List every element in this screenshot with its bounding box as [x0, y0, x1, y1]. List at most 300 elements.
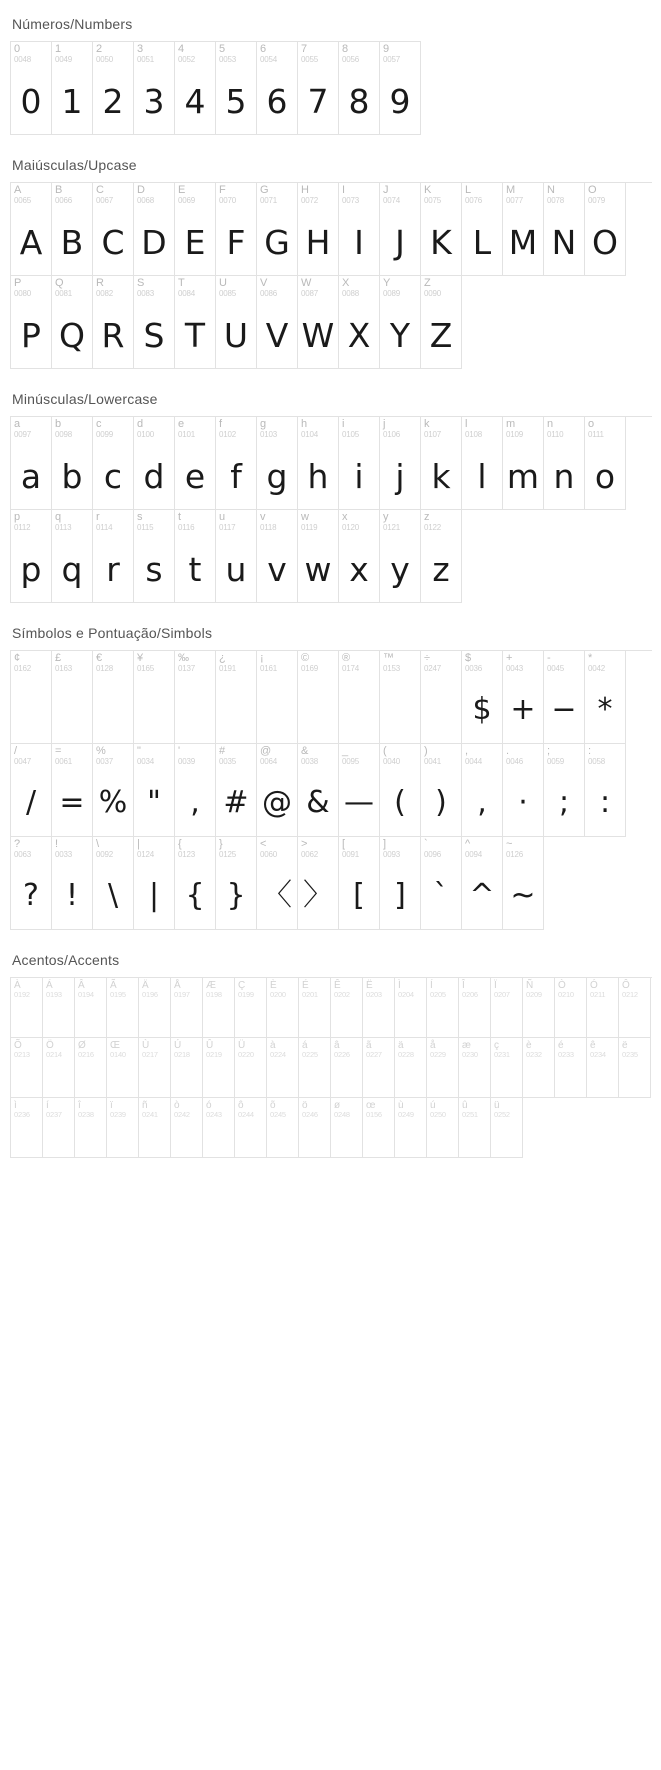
glyph-cell[interactable]	[363, 978, 395, 1038]
glyph-cell[interactable]	[503, 417, 544, 510]
glyph-cell[interactable]	[11, 1038, 43, 1098]
glyph-cell[interactable]	[235, 1098, 267, 1158]
glyph-preview: 3	[143, 81, 165, 121]
glyph-cell[interactable]	[257, 837, 298, 930]
glyph-cell[interactable]	[134, 417, 175, 510]
glyph-preview: w	[304, 549, 332, 589]
glyph-cell[interactable]	[491, 1098, 523, 1158]
glyph-cell[interactable]	[139, 1038, 171, 1098]
glyph-cell[interactable]	[462, 837, 503, 930]
glyph-charcode: 0042	[588, 664, 605, 673]
glyph-cell[interactable]	[93, 510, 134, 603]
glyph-cell[interactable]	[43, 978, 75, 1038]
glyph-cell[interactable]	[427, 1038, 459, 1098]
glyph-cell[interactable]	[380, 276, 421, 369]
glyph-cell[interactable]	[216, 42, 257, 135]
glyph-preview: R	[101, 315, 125, 355]
glyph-charcode: 0214	[46, 1050, 62, 1059]
glyph-cell[interactable]	[175, 417, 216, 510]
glyph-cell[interactable]	[544, 417, 585, 510]
glyph-cell[interactable]	[11, 837, 52, 930]
glyph-cell[interactable]	[339, 276, 380, 369]
glyph-charcode: 0102	[219, 430, 236, 439]
glyph-cell[interactable]	[52, 417, 93, 510]
glyph-charcode: 0083	[137, 289, 154, 298]
glyph-char-label: À	[14, 980, 21, 991]
glyph-cell[interactable]	[421, 744, 462, 837]
glyph-cell[interactable]	[339, 837, 380, 930]
glyph-cell[interactable]	[93, 651, 134, 744]
glyph-cell[interactable]	[216, 651, 257, 744]
glyph-cell[interactable]	[299, 978, 331, 1038]
glyph-preview: 7	[307, 81, 329, 121]
glyph-charcode: 0086	[260, 289, 277, 298]
glyph-cell[interactable]	[380, 42, 421, 135]
glyph-preview	[216, 681, 256, 739]
glyph-charcode: 0191	[219, 664, 236, 673]
glyph-charcode: 0073	[342, 196, 359, 205]
glyph-char-label: k	[424, 418, 430, 430]
glyph-preview	[331, 1122, 362, 1154]
glyph-charcode: 0205	[430, 990, 446, 999]
glyph-char-label: X	[342, 277, 350, 289]
glyph-charcode: 0090	[424, 289, 441, 298]
glyph-cell[interactable]	[216, 183, 257, 276]
glyph-cell[interactable]	[298, 744, 339, 837]
glyph-charcode: 0209	[526, 990, 542, 999]
glyph-charcode: 0140	[110, 1050, 126, 1059]
glyph-cell[interactable]	[491, 1038, 523, 1098]
glyph-cell[interactable]	[52, 183, 93, 276]
glyph-cell[interactable]	[175, 183, 216, 276]
glyph-char-label: G	[260, 184, 269, 196]
glyph-preview: &	[306, 785, 330, 820]
glyph-charcode: 0063	[14, 850, 31, 859]
glyph-cell[interactable]	[93, 744, 134, 837]
glyph-cell[interactable]	[257, 417, 298, 510]
glyph-char-label: ¡	[260, 652, 264, 664]
glyph-char-label: `	[424, 838, 428, 850]
section-title-lowercase: Minúsculas/Lowercase	[12, 391, 158, 407]
glyph-cell[interactable]	[421, 651, 462, 744]
glyph-preview: ·	[518, 785, 528, 820]
glyph-char-label: "	[137, 745, 141, 757]
glyph-cell[interactable]	[235, 1038, 267, 1098]
glyph-cell[interactable]	[139, 1098, 171, 1158]
glyph-cell[interactable]	[11, 978, 43, 1038]
glyph-cell[interactable]	[339, 417, 380, 510]
glyph-cell[interactable]	[298, 510, 339, 603]
glyph-grid-numbers	[10, 41, 421, 135]
glyph-cell[interactable]	[503, 183, 544, 276]
glyph-cell[interactable]	[619, 978, 651, 1038]
glyph-char-label: õ	[270, 1100, 276, 1111]
glyph-cell[interactable]	[331, 1098, 363, 1158]
glyph-cell[interactable]	[257, 183, 298, 276]
glyph-charcode: 0244	[238, 1110, 254, 1119]
glyph-preview	[43, 1122, 74, 1154]
glyph-cell[interactable]	[585, 183, 626, 276]
glyph-cell[interactable]	[339, 510, 380, 603]
glyph-preview: M	[508, 222, 538, 262]
glyph-char-label: I	[342, 184, 346, 196]
glyph-char-label: ä	[398, 1040, 404, 1051]
glyph-cell[interactable]	[585, 744, 626, 837]
glyph-charcode: 0174	[342, 664, 359, 673]
glyph-char-label: 8	[342, 43, 349, 55]
glyph-cell[interactable]	[339, 651, 380, 744]
glyph-cell[interactable]	[93, 183, 134, 276]
glyph-charcode: 0197	[174, 990, 190, 999]
glyph-cell[interactable]	[175, 744, 216, 837]
glyph-cell[interactable]	[380, 183, 421, 276]
glyph-cell[interactable]	[503, 651, 544, 744]
glyph-cell[interactable]	[175, 837, 216, 930]
glyph-cell[interactable]	[52, 744, 93, 837]
glyph-cell[interactable]	[267, 978, 299, 1038]
glyph-char-label: á	[302, 1040, 308, 1051]
glyph-cell[interactable]	[257, 651, 298, 744]
glyph-cell[interactable]	[585, 651, 626, 744]
glyph-cell[interactable]	[11, 1098, 43, 1158]
glyph-cell[interactable]	[134, 183, 175, 276]
glyph-preview: d	[143, 456, 165, 496]
glyph-charcode: 0204	[398, 990, 414, 999]
glyph-cell[interactable]	[11, 510, 52, 603]
glyph-cell[interactable]	[459, 978, 491, 1038]
glyph-cell[interactable]	[107, 1098, 139, 1158]
glyph-char-label: ¿	[219, 652, 226, 664]
glyph-cell[interactable]	[171, 978, 203, 1038]
glyph-cell[interactable]	[175, 510, 216, 603]
glyph-preview: c	[103, 456, 123, 496]
glyph-charcode: 0098	[55, 430, 72, 439]
glyph-char-label: ®	[342, 652, 351, 664]
glyph-preview: z	[432, 549, 450, 589]
glyph-cell[interactable]	[298, 651, 339, 744]
glyph-cell[interactable]	[339, 744, 380, 837]
glyph-char-label: t	[178, 511, 182, 523]
glyph-char-label: ñ	[142, 1100, 148, 1111]
glyph-charcode: 0110	[547, 430, 564, 439]
glyph-cell[interactable]	[298, 183, 339, 276]
glyph-cell[interactable]	[75, 978, 107, 1038]
glyph-charcode: 0071	[260, 196, 277, 205]
glyph-cell[interactable]	[380, 837, 421, 930]
glyph-cell[interactable]	[380, 417, 421, 510]
glyph-cell[interactable]	[93, 417, 134, 510]
glyph-cell[interactable]	[93, 837, 134, 930]
glyph-preview: u	[225, 549, 247, 589]
glyph-cell[interactable]	[462, 183, 503, 276]
glyph-cell[interactable]	[134, 651, 175, 744]
glyph-cell[interactable]	[11, 42, 52, 135]
glyph-preview	[299, 1002, 330, 1034]
glyph-charcode: 0247	[424, 664, 441, 673]
glyph-preview: E	[184, 222, 206, 262]
glyph-charcode: 0099	[96, 430, 113, 439]
glyph-charcode: 0224	[270, 1050, 286, 1059]
glyph-char-label: Ä	[142, 980, 149, 991]
glyph-charcode: 0118	[260, 523, 277, 532]
glyph-cell[interactable]	[257, 510, 298, 603]
glyph-char-label: H	[301, 184, 309, 196]
glyph-preview	[363, 1062, 394, 1094]
glyph-charcode: 0108	[465, 430, 482, 439]
glyph-cell[interactable]	[421, 510, 462, 603]
glyph-preview: —	[344, 785, 374, 820]
glyph-cell[interactable]	[216, 276, 257, 369]
glyph-preview	[363, 1002, 394, 1034]
glyph-cell[interactable]	[216, 510, 257, 603]
glyph-preview	[43, 1062, 74, 1094]
glyph-cell[interactable]	[380, 510, 421, 603]
glyph-char-label: N	[547, 184, 555, 196]
glyph-charcode: 0235	[622, 1050, 638, 1059]
glyph-preview: Q	[59, 315, 85, 355]
glyph-preview: ;	[558, 785, 570, 820]
glyph-cell[interactable]	[462, 651, 503, 744]
glyph-preview: 6	[266, 81, 288, 121]
section-spacer	[10, 1158, 651, 1164]
glyph-cell[interactable]	[107, 1038, 139, 1098]
glyph-preview: C	[101, 222, 125, 262]
glyph-cell[interactable]	[619, 1038, 651, 1098]
glyph-cell[interactable]	[380, 651, 421, 744]
glyph-charcode: 0067	[96, 196, 113, 205]
glyph-char-label: ©	[301, 652, 310, 664]
glyph-cell[interactable]	[459, 1098, 491, 1158]
glyph-charcode: 0103	[260, 430, 277, 439]
glyph-preview	[331, 1002, 362, 1034]
glyph-cell[interactable]	[459, 1038, 491, 1098]
glyph-charcode: 0200	[270, 990, 286, 999]
glyph-cell[interactable]	[75, 1038, 107, 1098]
glyph-preview: i	[354, 456, 364, 496]
glyph-cell[interactable]	[52, 837, 93, 930]
glyph-preview: /	[25, 785, 37, 820]
glyph-cell[interactable]	[503, 744, 544, 837]
glyph-preview: g	[266, 456, 288, 496]
glyph-cell[interactable]	[257, 42, 298, 135]
glyph-charcode: 0198	[206, 990, 222, 999]
glyph-cell[interactable]	[267, 1038, 299, 1098]
glyph-charcode: 0093	[383, 850, 400, 859]
glyph-cell[interactable]	[203, 1038, 235, 1098]
glyph-char-label: &	[301, 745, 309, 757]
glyph-cell[interactable]	[339, 42, 380, 135]
glyph-charcode: 0251	[462, 1110, 478, 1119]
glyph-cell[interactable]	[421, 417, 462, 510]
glyph-cell[interactable]	[203, 1098, 235, 1158]
glyph-cell[interactable]	[339, 183, 380, 276]
glyph-cell[interactable]	[587, 1038, 619, 1098]
glyph-charcode: 0213	[14, 1050, 30, 1059]
glyph-charcode: 0112	[14, 523, 31, 532]
glyph-cell[interactable]	[43, 1098, 75, 1158]
glyph-char-label: [	[342, 838, 346, 850]
glyph-charcode: 0217	[142, 1050, 158, 1059]
glyph-char-label: Û	[206, 1040, 214, 1051]
glyph-cell[interactable]	[421, 837, 462, 930]
glyph-cell[interactable]	[11, 744, 52, 837]
glyph-cell[interactable]	[93, 276, 134, 369]
glyph-char-label: m	[506, 418, 516, 430]
glyph-cell[interactable]	[421, 276, 462, 369]
glyph-charcode: 0065	[14, 196, 31, 205]
glyph-char-label: r	[96, 511, 100, 523]
glyph-char-label: q	[55, 511, 62, 523]
glyph-cell[interactable]	[395, 1098, 427, 1158]
glyph-cell[interactable]	[134, 744, 175, 837]
glyph-cell[interactable]	[75, 1098, 107, 1158]
glyph-cell[interactable]	[107, 978, 139, 1038]
glyph-char-label: w	[301, 511, 309, 523]
glyph-preview	[139, 1062, 170, 1094]
glyph-preview: b	[61, 456, 83, 496]
glyph-charcode: 0054	[260, 55, 277, 64]
glyph-cell[interactable]	[427, 1098, 459, 1158]
glyph-charcode: 0121	[383, 523, 400, 532]
glyph-cell[interactable]	[139, 978, 171, 1038]
glyph-cell[interactable]	[491, 978, 523, 1038]
glyph-cell[interactable]	[587, 978, 619, 1038]
glyph-cell[interactable]	[267, 1098, 299, 1158]
glyph-char-label: 4	[178, 43, 185, 55]
glyph-char-label: ã	[366, 1040, 372, 1051]
glyph-char-label: 6	[260, 43, 267, 55]
glyph-preview: B	[60, 222, 84, 262]
glyph-cell[interactable]	[43, 1038, 75, 1098]
glyph-cell[interactable]	[299, 1038, 331, 1098]
glyph-charcode: 0078	[547, 196, 564, 205]
glyph-cell[interactable]	[11, 417, 52, 510]
glyph-cell[interactable]	[380, 744, 421, 837]
glyph-cell[interactable]	[299, 1098, 331, 1158]
glyph-preview: G	[264, 222, 290, 262]
glyph-cell[interactable]	[503, 837, 544, 930]
glyph-char-label: à	[270, 1040, 276, 1051]
glyph-cell[interactable]	[331, 978, 363, 1038]
glyph-preview	[395, 1002, 426, 1034]
glyph-cell[interactable]	[52, 42, 93, 135]
glyph-cell[interactable]	[363, 1098, 395, 1158]
glyph-preview: J	[395, 222, 405, 262]
glyph-cell[interactable]	[216, 744, 257, 837]
glyph-cell[interactable]	[134, 276, 175, 369]
glyph-cell[interactable]	[93, 42, 134, 135]
glyph-char-label: R	[96, 277, 104, 289]
glyph-cell[interactable]	[298, 417, 339, 510]
glyph-cell[interactable]	[555, 1038, 587, 1098]
glyph-cell[interactable]	[523, 1038, 555, 1098]
glyph-cell[interactable]	[52, 510, 93, 603]
glyph-charcode: 0234	[590, 1050, 606, 1059]
glyph-preview	[235, 1062, 266, 1094]
glyph-char-label: Á	[46, 980, 53, 991]
glyph-charcode: 0066	[55, 196, 72, 205]
glyph-char-label: >	[301, 838, 308, 850]
glyph-cell[interactable]	[216, 417, 257, 510]
glyph-cell[interactable]	[175, 651, 216, 744]
glyph-charcode: 0228	[398, 1050, 414, 1059]
glyph-cell[interactable]	[216, 837, 257, 930]
glyph-cell[interactable]	[257, 276, 298, 369]
glyph-cell[interactable]	[175, 276, 216, 369]
glyph-cell[interactable]	[134, 42, 175, 135]
glyph-cell[interactable]	[11, 651, 52, 744]
glyph-cell[interactable]	[462, 744, 503, 837]
glyph-charcode: 0117	[219, 523, 236, 532]
glyph-cell[interactable]	[257, 744, 298, 837]
glyph-cell[interactable]	[134, 510, 175, 603]
glyph-cell[interactable]	[52, 651, 93, 744]
glyph-preview: S	[143, 315, 165, 355]
glyph-char-label: Ö	[46, 1040, 54, 1051]
glyph-charcode: 0241	[142, 1110, 158, 1119]
glyph-preview: ,	[190, 785, 200, 820]
glyph-preview: ]	[394, 878, 406, 913]
glyph-cell[interactable]	[171, 1098, 203, 1158]
glyph-charcode: 0076	[465, 196, 482, 205]
glyph-cell[interactable]	[462, 417, 503, 510]
glyph-cell[interactable]	[11, 276, 52, 369]
glyph-cell[interactable]	[331, 1038, 363, 1098]
glyph-preview	[587, 1062, 618, 1094]
glyph-charcode: 0233	[558, 1050, 574, 1059]
glyph-char-label: #	[219, 745, 226, 757]
glyph-cell[interactable]	[203, 978, 235, 1038]
glyph-cell[interactable]	[52, 276, 93, 369]
glyph-cell[interactable]	[235, 978, 267, 1038]
glyph-cell[interactable]	[544, 183, 585, 276]
glyph-preview: "	[147, 785, 161, 820]
glyph-preview: x	[349, 549, 369, 589]
glyph-cell[interactable]	[175, 42, 216, 135]
glyph-char-label: _	[342, 745, 349, 757]
glyph-char-label: â	[334, 1040, 340, 1051]
glyph-preview	[11, 681, 51, 739]
glyph-cell[interactable]	[523, 978, 555, 1038]
glyph-cell[interactable]	[298, 837, 339, 930]
glyph-charcode: 0070	[219, 196, 236, 205]
glyph-cell[interactable]	[544, 744, 585, 837]
glyph-char-label: £	[55, 652, 62, 664]
glyph-cell[interactable]	[555, 978, 587, 1038]
glyph-preview: H	[305, 222, 331, 262]
glyph-cell[interactable]	[395, 978, 427, 1038]
glyph-cell[interactable]	[395, 1038, 427, 1098]
glyph-cell[interactable]	[427, 978, 459, 1038]
glyph-char-label: B	[55, 184, 63, 196]
glyph-char-label: Z	[424, 277, 431, 289]
glyph-charcode: 0114	[96, 523, 113, 532]
glyph-cell[interactable]	[363, 1038, 395, 1098]
glyph-char-label: Ô	[622, 980, 630, 991]
glyph-cell[interactable]	[11, 183, 52, 276]
glyph-preview: m	[506, 456, 540, 496]
glyph-cell[interactable]	[134, 837, 175, 930]
section-title-symbols: Símbolos e Pontuação/Simbols	[12, 625, 213, 641]
glyph-map-page	[0, 16, 661, 1194]
glyph-cell[interactable]	[298, 42, 339, 135]
glyph-cell[interactable]	[544, 651, 585, 744]
glyph-cell[interactable]	[421, 183, 462, 276]
glyph-cell[interactable]	[298, 276, 339, 369]
glyph-preview: l	[477, 456, 487, 496]
glyph-cell[interactable]	[585, 417, 626, 510]
glyph-cell[interactable]	[171, 1038, 203, 1098]
